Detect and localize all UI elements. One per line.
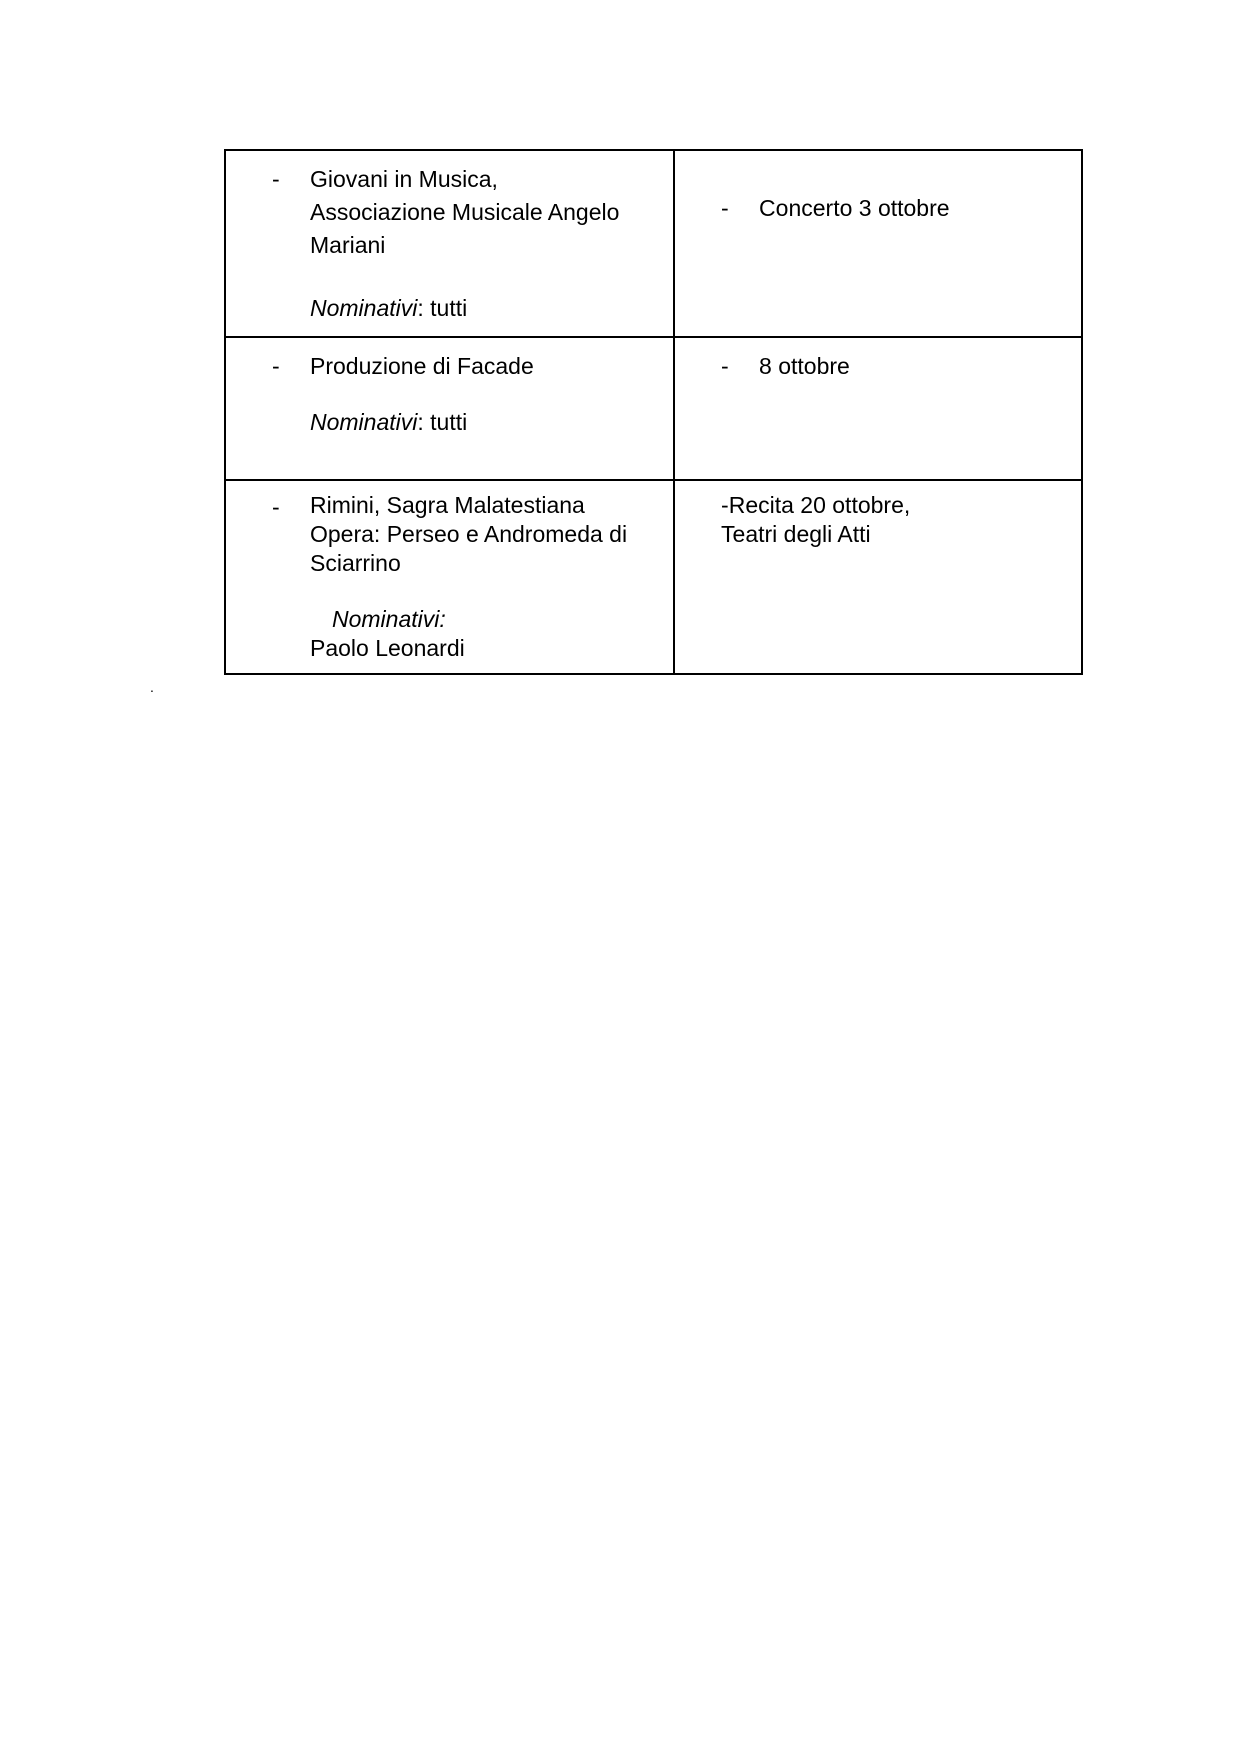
event-line: Rimini, Sagra Malatestiana <box>310 492 585 518</box>
date-cell <box>674 480 1082 674</box>
event-line: Opera: Perseo e Andromeda di <box>310 521 628 547</box>
nominativi <box>310 292 663 325</box>
nominativi <box>310 406 663 439</box>
nominativi-label: Nominativi <box>310 295 418 321</box>
table-row <box>225 337 1082 480</box>
event-line: Associazione Musicale Angelo <box>310 199 620 225</box>
bullet-dash: - <box>272 494 280 520</box>
date-cell <box>674 337 1082 480</box>
bullet-dash: - <box>272 353 280 379</box>
bullet-dash: - <box>721 353 729 379</box>
event-line: Produzione di Facade <box>310 353 534 379</box>
event-description <box>310 491 663 578</box>
date-cell <box>674 150 1082 337</box>
event-description <box>310 163 663 262</box>
event-line: Giovani in Musica, <box>310 166 498 192</box>
event-date: 8 ottobre <box>759 353 850 379</box>
bullet-dash: - <box>272 166 280 192</box>
event-cell <box>225 480 674 674</box>
stray-mark: . <box>150 679 154 695</box>
bullet-dash: - <box>721 195 729 221</box>
events-table <box>224 149 1083 675</box>
nominativi <box>310 605 663 663</box>
nominativi-label: Nominativi: <box>332 606 446 632</box>
nominativi-value: : tutti <box>417 409 468 435</box>
nominativi-value: : tutti <box>417 295 468 321</box>
nominativi-label: Nominativi <box>310 409 418 435</box>
table-row <box>225 150 1082 337</box>
event-line: Mariani <box>310 232 386 258</box>
nominativi-value: Paolo Leonardi <box>310 635 465 661</box>
event-cell <box>225 337 674 480</box>
table-row <box>225 480 1082 674</box>
event-date: Concerto 3 ottobre <box>759 195 950 221</box>
event-date <box>721 491 910 549</box>
event-date-line: Teatri degli Atti <box>721 521 871 547</box>
event-description <box>310 350 663 383</box>
event-cell <box>225 150 674 337</box>
event-date-line: -Recita 20 ottobre, <box>721 492 911 518</box>
event-line: Sciarrino <box>310 550 401 576</box>
